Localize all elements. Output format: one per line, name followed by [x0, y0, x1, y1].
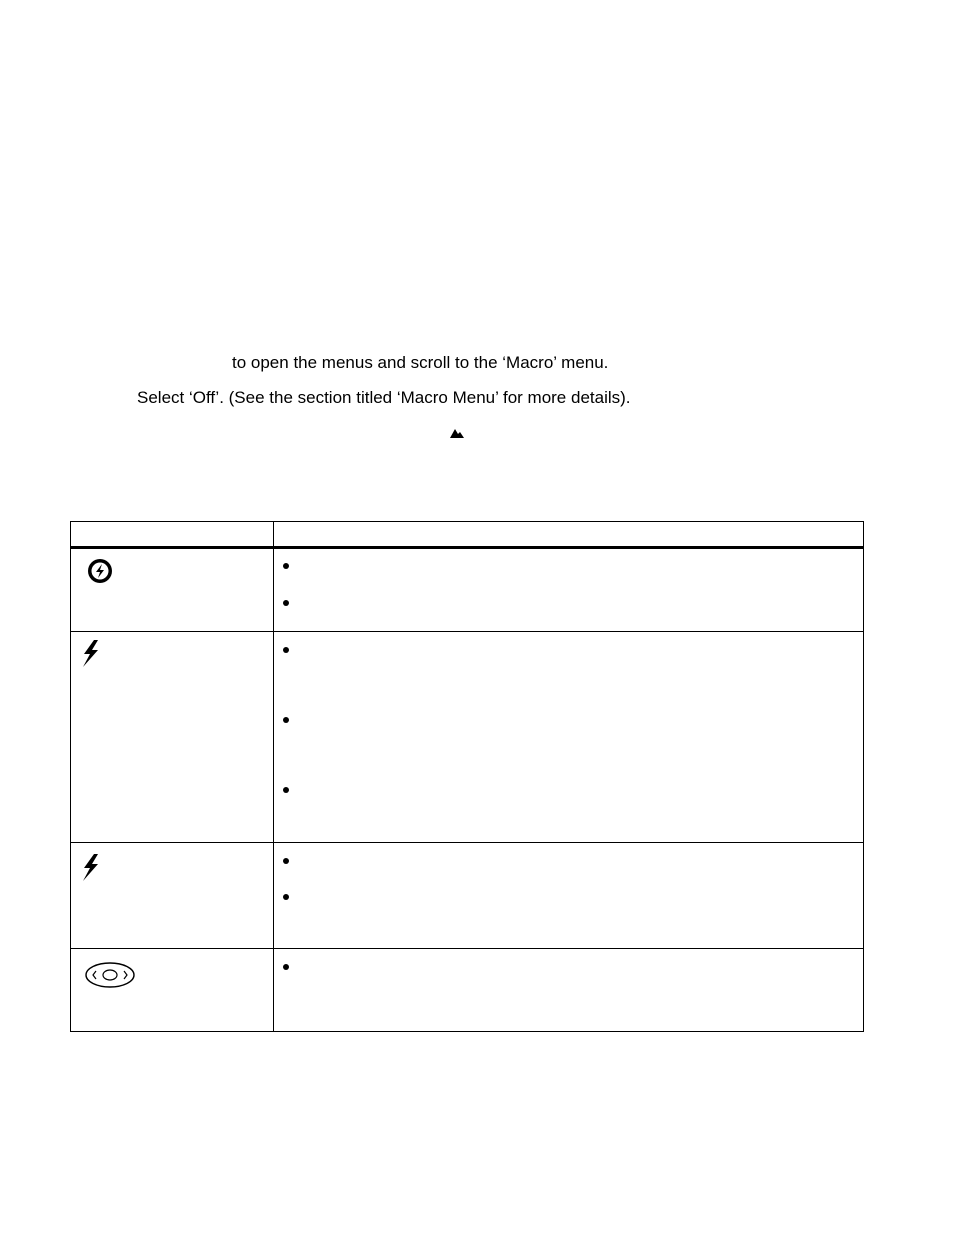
row-divider	[70, 948, 864, 949]
flash-modes-table	[70, 521, 864, 1032]
list-bullet	[283, 964, 289, 970]
flash-bolt-icon	[80, 639, 102, 669]
flash-auto-circle-icon	[86, 557, 114, 585]
row-divider	[70, 842, 864, 843]
mountain-icon	[449, 427, 465, 439]
list-bullet	[283, 717, 289, 723]
instruction-line-select-off: Select ‘Off’. (See the section titled ‘Macro Menu’ for more details).	[137, 388, 631, 407]
list-bullet	[283, 563, 289, 569]
list-bullet	[283, 647, 289, 653]
navigation-button-icon	[84, 961, 136, 989]
list-bullet	[283, 858, 289, 864]
header-rule	[70, 546, 864, 549]
list-bullet	[283, 894, 289, 900]
list-bullet	[283, 787, 289, 793]
flash-bolt-icon	[80, 853, 102, 883]
instruction-line-open-menus: to open the menus and scroll to the ‘Macro’ menu.	[232, 353, 609, 372]
list-bullet	[283, 600, 289, 606]
column-divider	[273, 521, 274, 1032]
table-border	[70, 521, 864, 1032]
row-divider	[70, 631, 864, 632]
